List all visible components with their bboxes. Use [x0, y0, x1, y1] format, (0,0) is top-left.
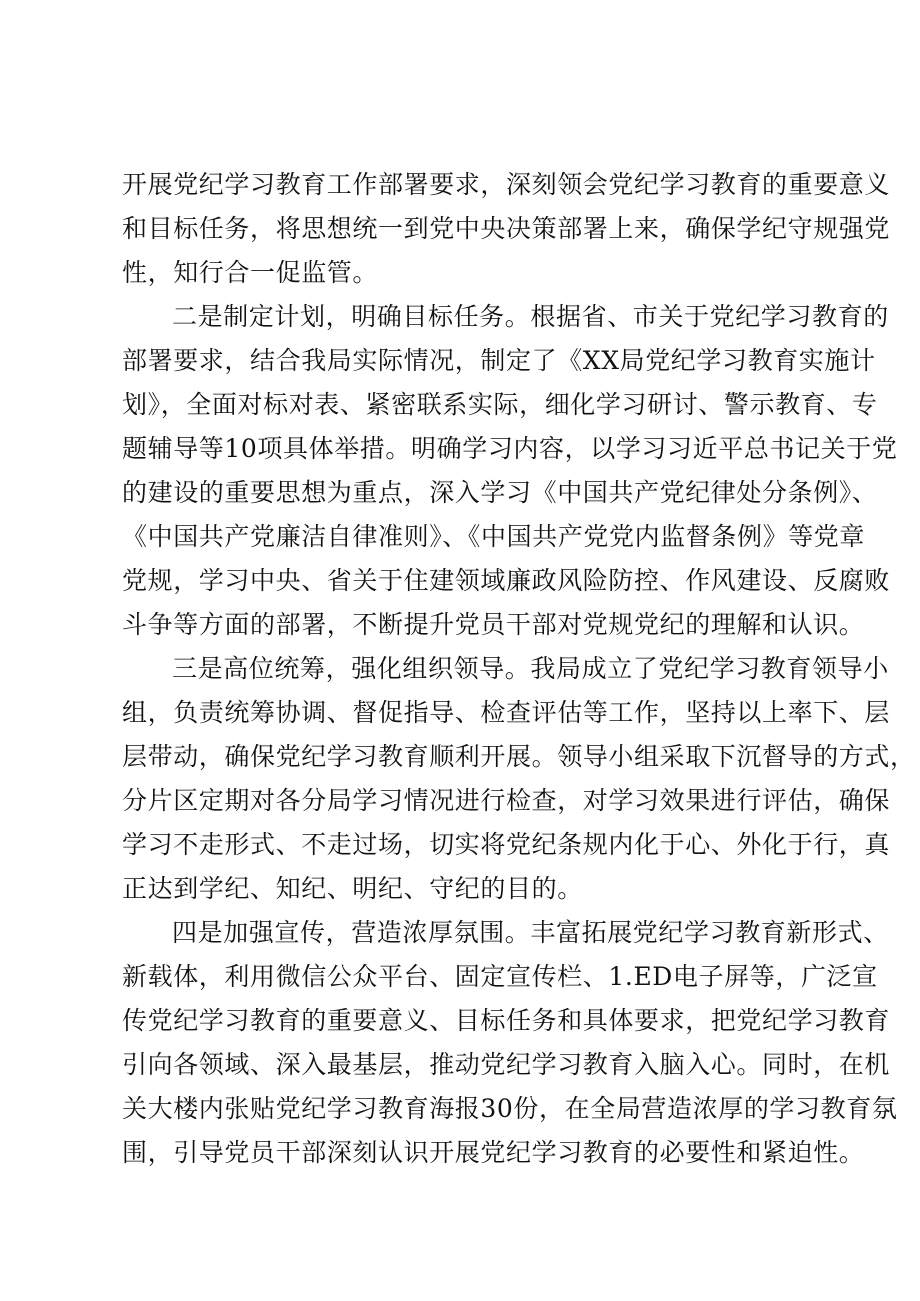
text-line: 二是制定计划，明确目标任务。根据省、市关于党纪学习教育的	[172, 302, 889, 331]
text-line: 部署要求，结合我局实际情况，制定了《XX局党纪学习教育实施计	[122, 346, 876, 375]
text-line: 和目标任务，将思想统一到党中央决策部署上来，确保学纪守规强党	[122, 214, 891, 243]
text-line: 学习不走形式、不走过场，切实将党纪条规内化于心、外化于行，真	[122, 830, 891, 859]
text-line: 层带动，确保党纪学习教育顺利开展。领导小组采取下沉督导的方式，	[122, 742, 916, 771]
text-line: 引向各领域、深入最基层，推动党纪学习教育入脑入心。同时，在机	[122, 1050, 891, 1079]
text-line: 《中国共产党廉洁自律准则》、《中国共产党党内监督条例》等党章	[122, 522, 866, 551]
paragraph-2	[122, 295, 898, 647]
text-line: 划》，全面对标对表、紧密联系实际，细化学习研讨、警示教育、专	[122, 390, 878, 419]
paragraph-3	[122, 647, 916, 911]
text-line: 三是高位统筹，强化组织领导。我局成立了党纪学习教育领导小	[172, 654, 889, 683]
text-line: 题辅导等10项具体举措。明确学习内容，以学习习近平总书记关于党	[122, 434, 898, 463]
paragraph-4	[122, 911, 898, 1175]
text-line: 传党纪学习教育的重要意义、目标任务和具体要求，把党纪学习教育	[122, 1006, 891, 1035]
text-line: 四是加强宣传，营造浓厚氛围。丰富拓展党纪学习教育新形式、	[172, 918, 889, 947]
paragraph-1	[122, 163, 891, 295]
text-line: 组，负责统筹协调、督促指导、检查评估等工作，坚持以上率下、层	[122, 698, 891, 727]
text-line: 斗争等方面的部署，不断提升党员干部对党规党纪的理解和认识。	[122, 610, 865, 639]
text-line: 新载体，利用微信公众平台、固定宣传栏、1.ED电子屏等，广泛宣	[122, 962, 878, 991]
text-line: 关大楼内张贴党纪学习教育海报30份，在全局营造浓厚的学习教育氛	[122, 1094, 898, 1123]
text-line: 开展党纪学习教育工作部署要求，深刻领会党纪学习教育的重要意义	[122, 170, 891, 199]
text-line: 正达到学纪、知纪、明纪、守纪的目的。	[122, 874, 583, 903]
text-line: 分片区定期对各分局学习情况进行检查，对学习效果进行评估，确保	[122, 786, 891, 815]
text-line: 围，引导党员干部深刻认识开展党纪学习教育的必要性和紧迫性。	[122, 1138, 865, 1167]
text-line: 党规，学习中央、省关于住建领域廉政风险防控、作风建设、反腐败	[122, 566, 891, 595]
document-body	[122, 163, 916, 1175]
text-line: 性，知行合一促监管。	[122, 258, 379, 287]
text-line: 的建设的重要思想为重点，深入学习《中国共产党纪律处分条例》、	[122, 478, 878, 507]
